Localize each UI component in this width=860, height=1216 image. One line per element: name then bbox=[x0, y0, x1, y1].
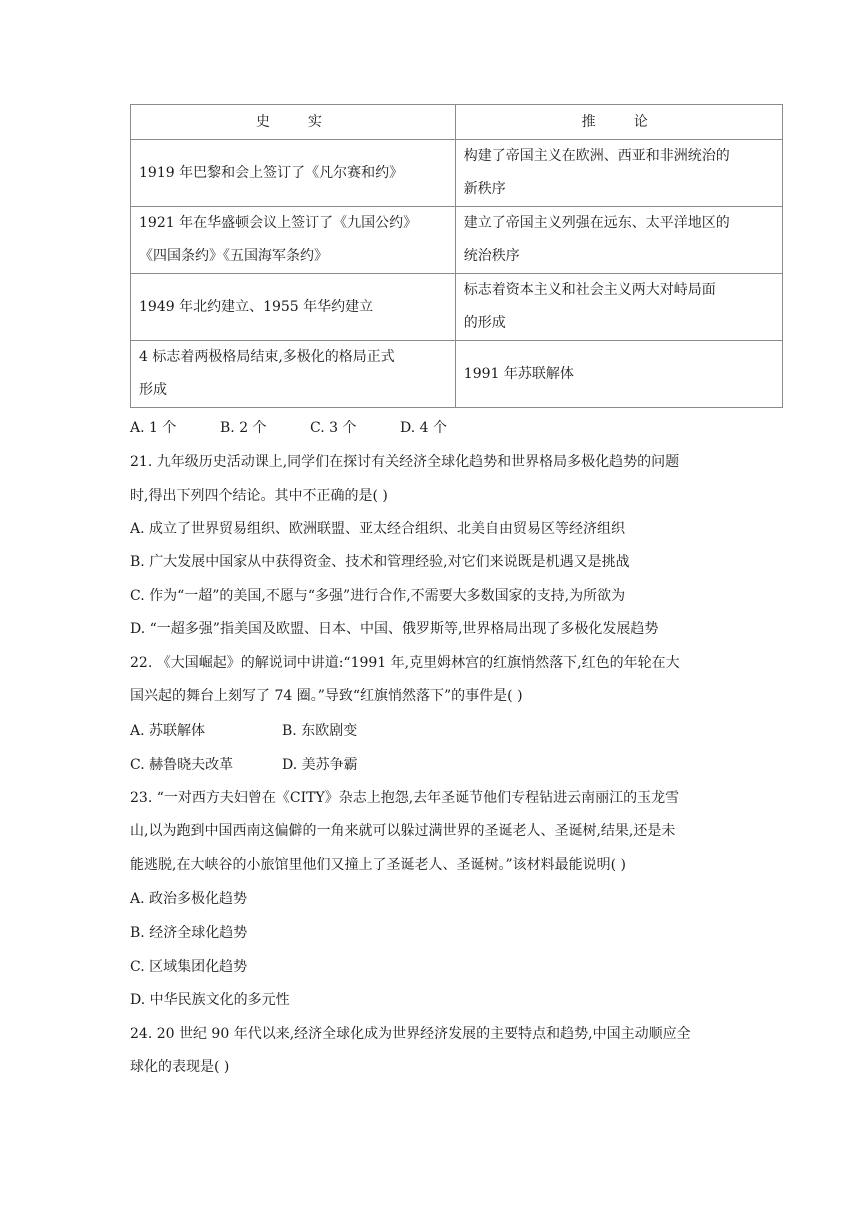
table-cell-inference bbox=[455, 341, 782, 408]
q21-option-b: B. 广大发展中国家从中获得资金、技术和管理经验,对它们来说既是机遇又是挑战 bbox=[130, 554, 630, 570]
q22-stem-line: 国兴起的舞台上刻写了 74 圈。”导致“红旗悄然落下”的事件是( ) bbox=[130, 688, 523, 704]
q23-option-c: C. 区域集团化趋势 bbox=[130, 959, 248, 975]
cell-line: 1921 年在华盛顿会议上签订了《九国公约》 bbox=[139, 215, 418, 231]
q21-option-a: A. 成立了世界贸易组织、欧洲联盟、亚太经合组织、北美自由贸易区等经济组织 bbox=[130, 521, 626, 537]
cell-line: 1919 年巴黎和会上签订了《凡尔赛和约》 bbox=[139, 164, 404, 181]
table-cell-fact bbox=[131, 140, 456, 207]
table-cell-fact bbox=[131, 341, 456, 408]
table-header-row bbox=[131, 105, 783, 140]
q21-stem-line: 21. 九年级历史活动课上,同学们在探讨有关经济全球化趋势和世界格局多极化趋势的问题 bbox=[130, 454, 680, 470]
q23-stem-line: 山,以为跑到中国西南这偏僻的一角来就可以躲过满世界的圣诞老人、圣诞树,结果,还是未 bbox=[130, 823, 676, 839]
q24-stem-line: 球化的表现是( ) bbox=[130, 1059, 230, 1075]
cell-line: 1991 年苏联解体 bbox=[463, 365, 574, 382]
table-cell-fact bbox=[131, 274, 456, 341]
table-row bbox=[131, 274, 783, 341]
q22-option-d: D. 美苏争霸 bbox=[282, 757, 358, 773]
q20-option-b: B. 2 个 bbox=[220, 420, 267, 436]
q20-option-c: C. 3 个 bbox=[310, 420, 357, 436]
table-row bbox=[131, 207, 783, 274]
table-row bbox=[131, 140, 783, 207]
table-row bbox=[131, 341, 783, 408]
q22-option-c: C. 赫鲁晓夫改革 bbox=[130, 757, 234, 773]
table-cell-inference bbox=[455, 207, 782, 274]
table-cell-fact bbox=[131, 207, 456, 274]
q23-option-b: B. 经济全球化趋势 bbox=[130, 925, 248, 941]
cell-line: 《四国条约》《五国海军条约》 bbox=[139, 248, 328, 264]
q24-stem-line: 24. 20 世纪 90 年代以来,经济全球化成为世界经济发展的主要特点和趋势,中国主动顺应全 bbox=[130, 1026, 691, 1042]
cell-line: 统治秩序 bbox=[463, 248, 520, 264]
q20-options bbox=[130, 418, 447, 438]
q23-stem-line: 能逃脱,在大峡谷的小旅馆里他们又撞上了圣诞老人、圣诞树。”该材料最能说明( ) bbox=[130, 857, 626, 873]
cell-line: 形成 bbox=[139, 382, 167, 398]
q21-option-d: D. “一超多强”指美国及欧盟、日本、中国、俄罗斯等,世界格局出现了多极化发展趋势 bbox=[130, 621, 659, 637]
q21-stem-line: 时,得出下列四个结论。其中不正确的是( ) bbox=[130, 488, 388, 504]
cell-line: 建立了帝国主义列强在远东、太平洋地区的 bbox=[463, 215, 730, 231]
q23-option-a: A. 政治多极化趋势 bbox=[130, 891, 248, 907]
table-cell-inference bbox=[455, 140, 782, 207]
q23-option-d: D. 中华民族文化的多元性 bbox=[130, 992, 290, 1008]
facts-table bbox=[130, 104, 783, 408]
cell-line: 标志着资本主义和社会主义两大对峙局面 bbox=[463, 282, 716, 298]
table-cell-inference bbox=[455, 274, 782, 341]
table-header-inference: 推 论 bbox=[455, 105, 782, 140]
q22-options-row bbox=[130, 721, 357, 741]
q22-option-b: B. 东欧剧变 bbox=[282, 723, 358, 739]
table-header-fact: 史 实 bbox=[131, 105, 456, 140]
q22-options-row bbox=[130, 755, 358, 775]
cell-line: 1949 年北约建立、1955 年华约建立 bbox=[139, 298, 374, 315]
q20-option-d: D. 4 个 bbox=[400, 420, 447, 436]
q20-option-a: A. 1 个 bbox=[130, 420, 177, 436]
q23-stem-line: 23. “一对西方夫妇曾在《CITY》杂志上抱怨,去年圣诞节他们专程钻进云南丽江的玉龙雪 bbox=[130, 790, 680, 806]
cell-line: 的形成 bbox=[463, 315, 506, 331]
q22-stem-line: 22. 《大国崛起》的解说词中讲道:“1991 年,克里姆林宫的红旗悄然落下,红色的年轮在大 bbox=[130, 655, 680, 671]
cell-line: 构建了帝国主义在欧洲、西亚和非洲统治的 bbox=[463, 148, 730, 164]
q22-option-a: A. 苏联解体 bbox=[130, 723, 206, 739]
q21-option-c: C. 作为“一超”的美国,不愿与“多强”进行合作,不需要大多数国家的支持,为所欲为 bbox=[130, 588, 626, 604]
cell-line: 新秩序 bbox=[463, 181, 506, 197]
cell-line: 4 标志着两极格局结束,多极化的格局正式 bbox=[139, 349, 395, 365]
